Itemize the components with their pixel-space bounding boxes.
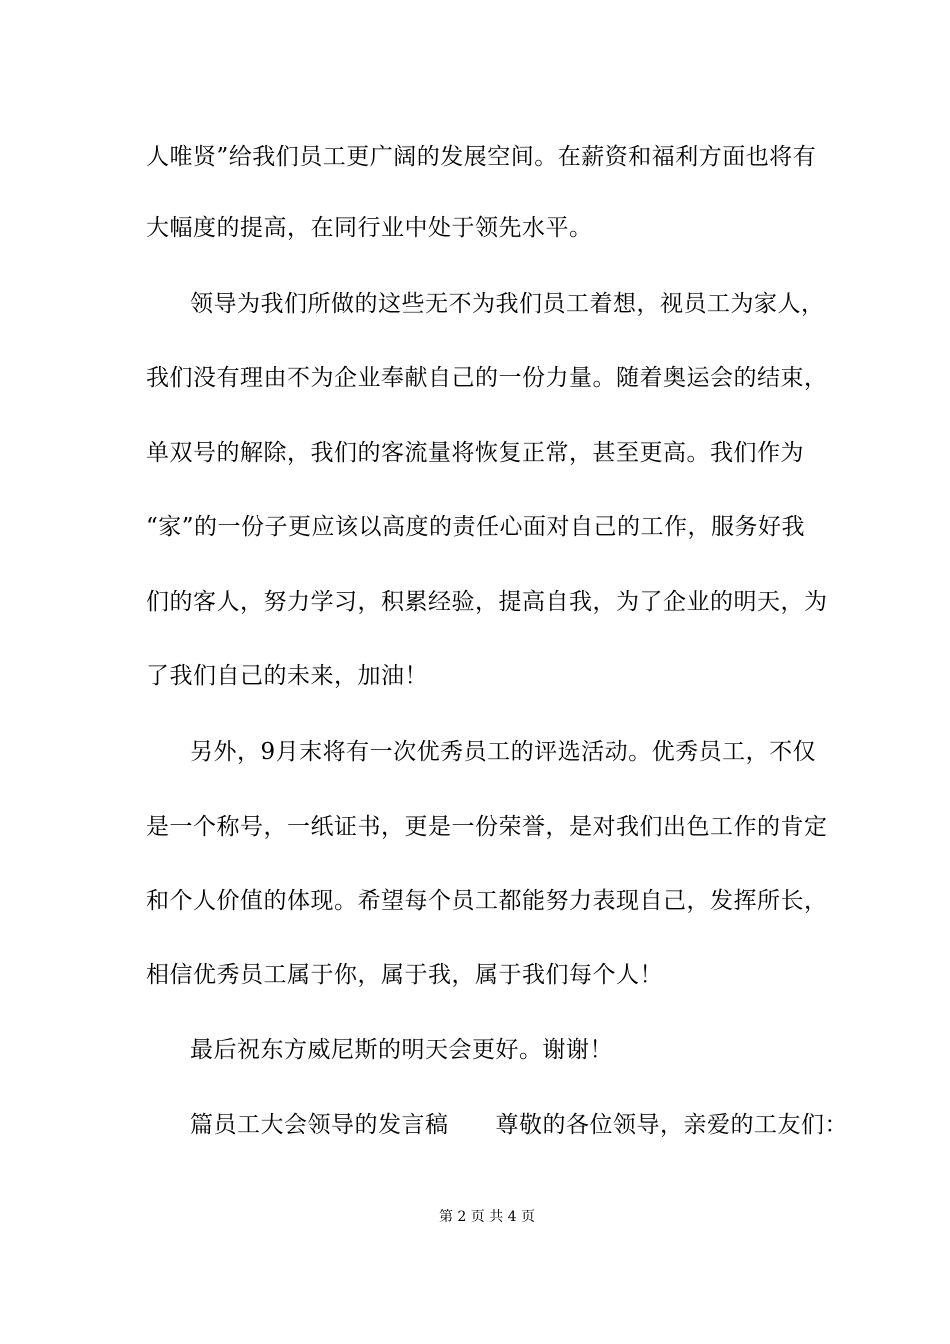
paragraph-line: 是一个称号，一纸证书，更是一份荣誉，是对我们出色工作的肯定 bbox=[146, 814, 828, 840]
page-number-footer: 第 2 页 共 4 页 bbox=[438, 1209, 536, 1225]
paragraph-line: 篇员工大会领导的发言稿 尊敬的各位领导，亲爱的工友们： bbox=[190, 1112, 848, 1138]
paragraph-line: “家”的一份子更应该以高度的责任心面对自己的工作，服务好我 bbox=[146, 514, 806, 540]
paragraph-line: 领导为我们所做的这些无不为我们员工着想，视员工为家人， bbox=[190, 291, 825, 317]
paragraph-line: 了我们自己的未来，加油！ bbox=[146, 663, 428, 689]
paragraph-line: 和个人价值的体现。希望每个员工都能努力表现自己，发挥所长， bbox=[146, 888, 828, 914]
paragraph-line: 人唯贤”给我们员工更广阔的发展空间。在薪资和福利方面也将有 bbox=[146, 144, 817, 170]
paragraph-line: 最后祝东方威尼斯的明天会更好。谢谢！ bbox=[190, 1037, 613, 1063]
paragraph-line: 相信优秀员工属于你，属于我，属于我们每个人！ bbox=[146, 962, 663, 988]
paragraph-line: 们的客人，努力学习，积累经验，提高自我，为了企业的明天，为 bbox=[146, 589, 828, 615]
paragraph-line: 我们没有理由不为企业奉献自己的一份力量。随着奥运会的结束， bbox=[146, 365, 828, 391]
paragraph-line: 大幅度的提高，在同行业中处于领先水平。 bbox=[146, 215, 593, 241]
paragraph-line: 单双号的解除，我们的客流量将恢复正常，甚至更高。我们作为 bbox=[146, 440, 804, 466]
paragraph-line: 另外，9月末将有一次优秀员工的评选活动。优秀员工，不仅 bbox=[190, 739, 817, 765]
